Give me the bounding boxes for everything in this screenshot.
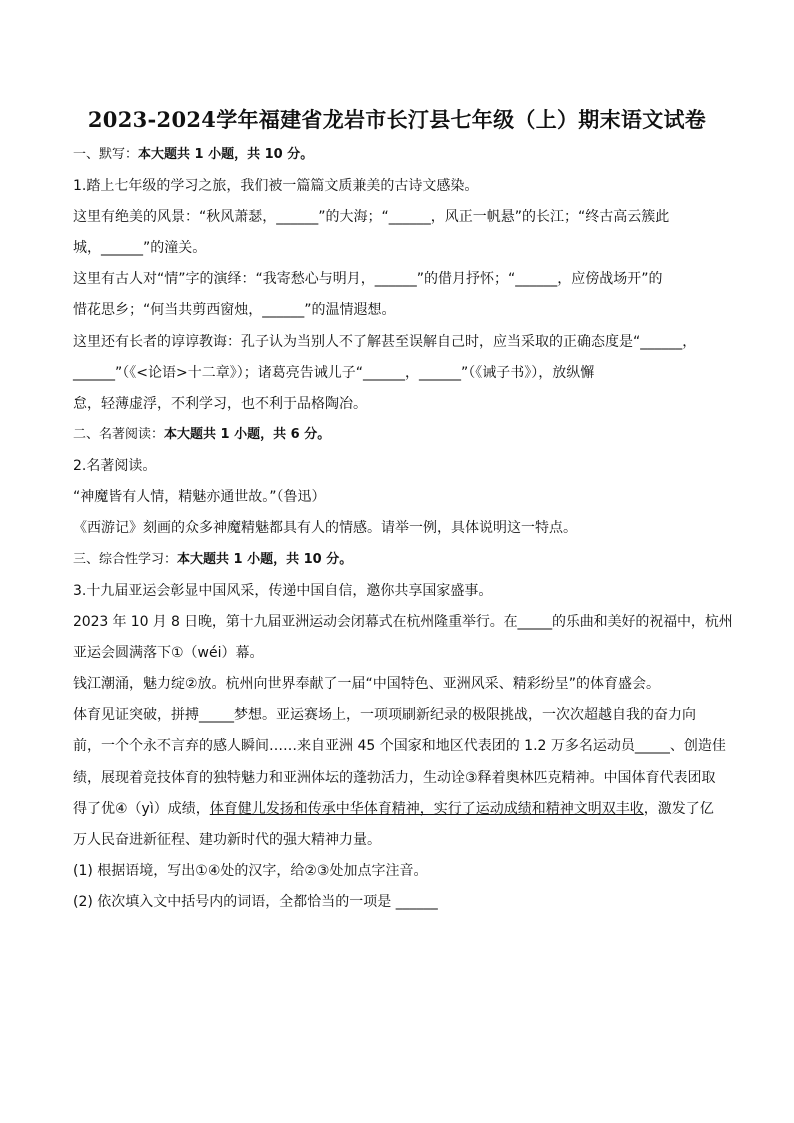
question-line: 3.十九届亚运会彰显中国风采，传递中国自信，邀你共享国家盛事。 — [73, 583, 493, 599]
section-desc: 本大题共 1 小题，共 10 分。 — [138, 147, 314, 162]
question-line: 《西游记》刻画的众多神魔精魅都具有人的情感。请举一例，具体说明这一特点。 — [73, 520, 577, 536]
sub-question-2: (2) 依次填入文中括号内的词语，全都恰当的一项是 ______ — [73, 894, 438, 910]
question-line: 万人民奋进新征程、建功新时代的强大精神力量。 — [73, 832, 381, 848]
underlined-sentence: 体育健儿发扬和传承中华体育精神，实行了运动成绩和精神文明双丰收 — [209, 801, 644, 817]
question-line: 城，______”的潼关。 — [73, 240, 207, 256]
question-line: 这里有绝美的风景：“秋风萧瑟，______”的大海；“______，风正一帆悬”的长江；“终古高云簇此 — [73, 209, 670, 225]
section-desc: 本大题共 1 小题，共 6 分。 — [164, 427, 331, 442]
question-line: 前，一个个永不言弃的感人瞬间……来自亚洲 45 个国家和地区代表团的 1.2 万多名运动员_____、创造佳 — [73, 738, 726, 754]
section-heading-2 — [73, 426, 733, 444]
question-line: 钱江潮涌，魅力绽②放。杭州向世界奉献了一届“中国特色、亚洲风采、精彩纷呈”的体育盛会。 — [73, 676, 661, 692]
line-text: 得了优④（yì）成绩， — [73, 801, 210, 817]
question-line — [73, 800, 733, 818]
section-heading-1 — [73, 146, 733, 164]
sub-question-1: (1) 根据语境，写出①④处的汉字，给②③处加点字注音。 — [73, 863, 428, 879]
question-line: 亚运会圆满落下①（wéi）幕。 — [73, 645, 264, 661]
question-line: 这里有古人对“情”字的演绎：“我寄愁心与明月，______”的借月抒怀；“______，应傍战场开”的 — [73, 271, 663, 287]
question-line: 绩，展现着竞技体育的独特魅力和亚洲体坛的蓬勃活力，生动诠③释着奥林匹克精神。中国体育代表团取 — [73, 770, 716, 786]
section-prefix: 一、默写： — [73, 147, 139, 162]
question-line: 惜花思乡；“何当共剪西窗烛，______”的温情遐想。 — [73, 302, 396, 318]
question-line: 这里还有长者的谆谆教诲：孔子认为当别人不了解甚至误解自己时，应当采取的正确态度是“______， — [73, 334, 697, 350]
question-line: 2.名著阅读。 — [73, 458, 157, 474]
question-line: ______”（《<论语>十二章》）；诸葛亮告诫儿子“______，______”（《诫子书》），放纵懈 — [73, 365, 595, 381]
page-title: 2023-2024学年福建省龙岩市长汀县七年级（上）期末语文试卷 — [87, 107, 707, 132]
section-prefix: 三、综合性学习： — [73, 552, 178, 567]
question-line: 1.踏上七年级的学习之旅，我们被一篇篇文质兼美的古诗文感染。 — [73, 178, 479, 194]
section-prefix: 二、名著阅读： — [73, 427, 165, 442]
question-line: 2023 年 10 月 8 日晚，第十九届亚洲运动会闭幕式在杭州隆重举行。在_____的乐曲和美好的祝福中，杭州 — [73, 614, 733, 630]
question-line: 怠，轻薄虚浮，不利学习，也不利于品格陶冶。 — [73, 396, 367, 412]
line-text: ，激发了亿 — [643, 801, 714, 817]
section-desc: 本大题共 1 小题，共 10 分。 — [177, 552, 353, 567]
question-line: 体育见证突破，拼搏_____梦想。亚运赛场上，一项项刷新纪录的极限挑战，一次次超越自我的奋力向 — [73, 707, 696, 723]
question-line: “神魔皆有人情，精魅亦通世故。”（鲁迅） — [73, 489, 326, 505]
section-heading-3 — [73, 551, 733, 569]
